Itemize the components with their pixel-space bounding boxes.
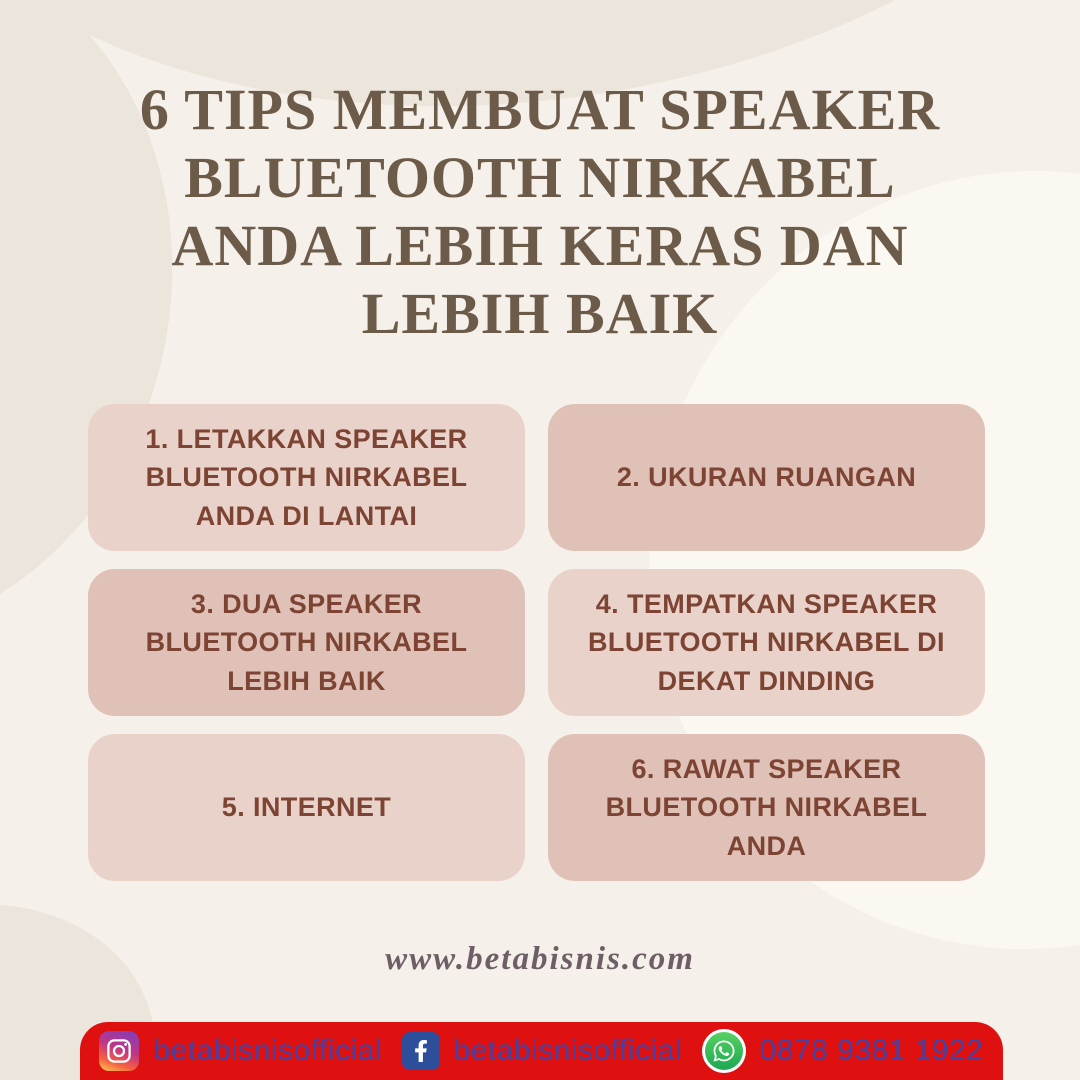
page-title [0, 76, 1080, 347]
title-line: LEBIH BAIK [361, 280, 719, 346]
title-line: BLUETOOTH NIRKABEL [184, 144, 896, 210]
title-line: 6 TIPS MEMBUAT SPEAKER [139, 77, 941, 142]
website-url: www.betabisnis.com [385, 941, 695, 977]
tip-card-label: 6. RAWAT SPEAKER BLUETOOTH NIRKABEL ANDA [605, 754, 928, 861]
tip-card-4 [548, 569, 985, 716]
whatsapp-contact [702, 1029, 984, 1073]
title-line: ANDA LEBIH KERAS DAN [171, 212, 909, 278]
tip-card-3 [88, 569, 525, 716]
tip-card-2 [548, 404, 985, 551]
facebook-contact [402, 1032, 683, 1070]
instagram-contact [99, 1031, 382, 1071]
whatsapp-icon-inner [705, 1032, 743, 1070]
tip-card-5 [88, 734, 525, 881]
facebook-icon [402, 1032, 440, 1070]
tip-card-1 [88, 404, 525, 551]
facebook-handle-text: betabisnisofficial [453, 1034, 683, 1067]
tip-card-label: 2. UKURAN RUANGAN [616, 462, 917, 493]
instagram-handle-text: betabisnisofficial [153, 1034, 383, 1067]
tip-card-label: 1. LETAKKAN SPEAKER BLUETOOTH NIRKABEL ANDA DI LANTAI [145, 424, 468, 531]
instagram-icon [99, 1031, 139, 1071]
tips-grid [88, 404, 985, 881]
whatsapp-icon [702, 1029, 746, 1073]
tip-card-label: 5. INTERNET [221, 792, 392, 823]
tip-card-6 [548, 734, 985, 881]
footer-bar [80, 1022, 1003, 1080]
tip-card-label: 3. DUA SPEAKER BLUETOOTH NIRKABEL LEBIH BAIK [145, 589, 468, 696]
whatsapp-number-text: 0878 9381 1922 [759, 1034, 984, 1067]
tip-card-label: 4. TEMPATKAN SPEAKER BLUETOOTH NIRKABEL DI DEKAT DINDING [588, 589, 945, 696]
